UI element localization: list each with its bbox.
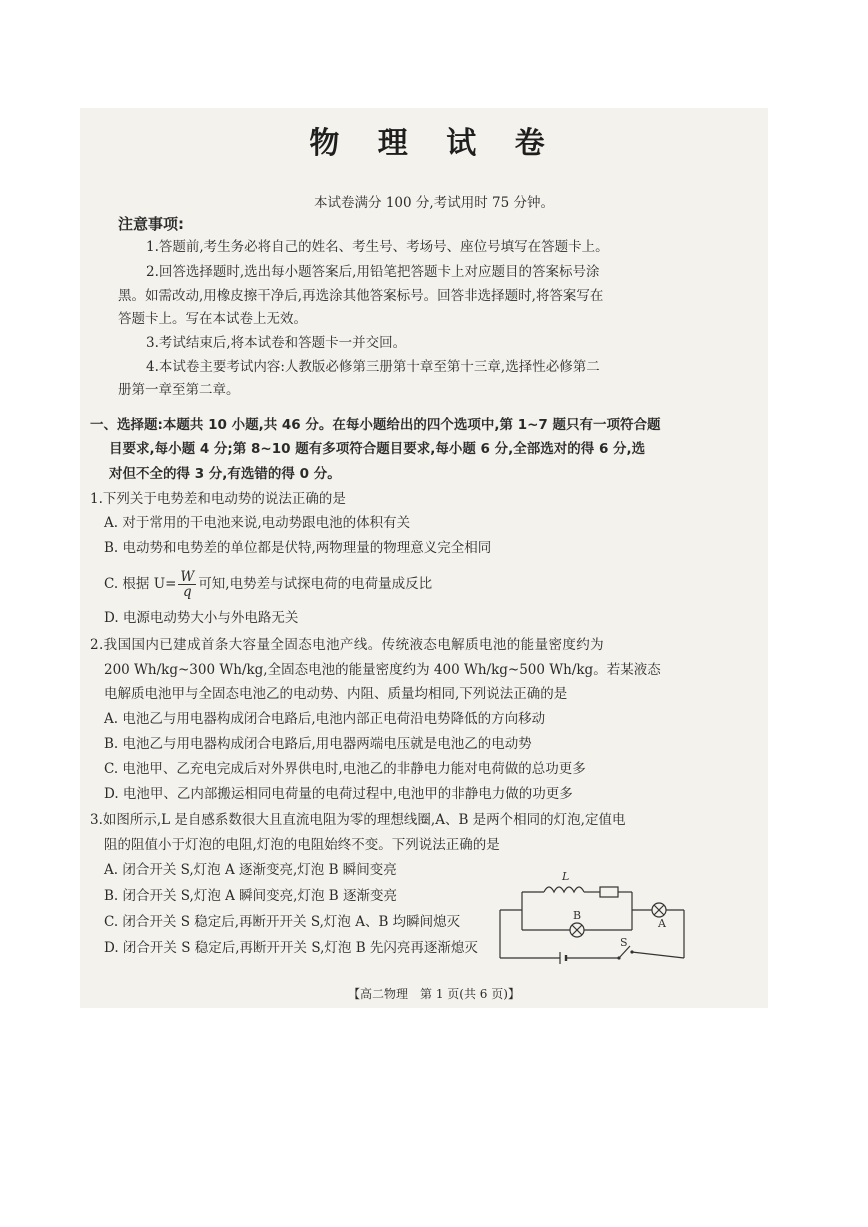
question-3-stem: 3.如图所示,L 是自感系数很大且直流电阻为零的理想线圈,A、B 是两个相同的灯泡,定值电 [90,812,626,828]
question-3-option-b: B. 闭合开关 S,灯泡 A 瞬间变亮,灯泡 B 逐渐变亮 [104,888,397,904]
section-heading: 目要求,每小题 4 分;第 8~10 题有多项符合题目要求,每小题 6 分,全部选对的得 6 分,选 [109,441,646,457]
question-1-option-c [104,570,432,599]
section-heading: 对但不全的得 3 分,有选错的得 0 分。 [109,466,341,482]
lamp-a-icon [652,903,666,917]
question-1-stem: 1.下列关于电势差和电动势的说法正确的是 [90,491,346,507]
inductor-coil [544,887,584,892]
notice-line: 4.本试卷主要考试内容:人教版必修第三册第十章至第十三章,选择性必修第二 [146,359,600,375]
notice-line: 3.考试结束后,将本试卷和答题卡一并交回。 [146,335,407,351]
page-footer: 【高二物理 第 1 页(共 6 页)】 [348,987,520,1001]
option-c-prefix: C. 根据 U= [104,576,177,592]
question-2-option-c: C. 电池甲、乙充电完成后对外界供电时,电池乙的非静电力能对电荷做的总功更多 [104,761,586,777]
question-3-option-a: A. 闭合开关 S,灯泡 A 逐渐变亮,灯泡 B 瞬间变亮 [104,862,397,878]
exam-subtitle: 本试卷满分 100 分,考试用时 75 分钟。 [314,195,554,211]
resistor [600,887,618,897]
battery-icon [560,952,566,964]
label-b: B [573,909,582,922]
question-3-stem: 阻的阻值小于灯泡的电阻,灯泡的电阻始终不变。下列说法正确的是 [104,837,500,853]
fraction-denominator: q [183,584,192,600]
page-title: 物 理 试 卷 [309,126,559,161]
question-2-option-a: A. 电池乙与用电器构成闭合电路后,电池内部正电荷沿电势降低的方向移动 [104,711,546,727]
label-a: A [658,917,666,930]
question-2-option-d: D. 电池甲、乙内部搬运相同电荷量的电荷过程中,电池甲的非静电力做的功更多 [104,786,573,802]
question-3-option-c: C. 闭合开关 S 稳定后,再断开开关 S,灯泡 A、B 均瞬间熄灭 [104,914,461,930]
option-c-suffix: 可知,电势差与试探电荷的电荷量成反比 [198,576,433,592]
question-2-option-b: B. 电池乙与用电器构成闭合电路后,用电器两端电压就是电池乙的电动势 [104,736,532,752]
question-2-stem: 200 Wh/kg~300 Wh/kg,全固态电池的能量密度约为 400 Wh/kg~500 Wh/kg。若某液态 [104,662,661,678]
question-1-option-d: D. 电源电动势大小与外电路无关 [104,610,299,626]
label-l: L [562,870,570,883]
lamp-b-icon [570,923,584,937]
circuit-diagram [492,866,692,966]
label-s: S [620,936,628,949]
question-1-option-b: B. 电动势和电势差的单位都是伏特,两物理量的物理意义完全相同 [104,540,492,556]
notice-line: 黑。如需改动,用橡皮擦干净后,再选涂其他答案标号。回答非选择题时,将答案写在 [118,288,604,304]
notice-line: 册第一章至第二章。 [118,382,240,398]
question-2-stem: 电解质电池甲与全固态电池乙的电动势、内阻、质量均相同,下列说法正确的是 [104,686,568,702]
question-1-option-a: A. 对于常用的干电池来说,电动势跟电池的体积有关 [104,515,411,531]
notice-line: 1.答题前,考生务必将自己的姓名、考生号、考场号、座位号填写在答题卡上。 [146,239,609,255]
question-2-stem: 2.我国国内已建成首条大容量全固态电池产线。传统液态电解质电池的能量密度约为 [90,637,605,653]
notice-heading: 注意事项: [118,215,184,233]
formula-fraction [178,570,196,599]
section-heading: 一、选择题:本题共 10 小题,共 46 分。在每小题给出的四个选项中,第 1~7 题只有一项符合题 [90,417,661,433]
fraction-numerator: W [180,569,195,585]
notice-line: 答题卡上。写在本试卷上无效。 [118,311,307,327]
notice-line: 2.回答选择题时,选出每小题答案后,用铅笔把答题卡上对应题目的答案标号涂 [146,264,600,280]
question-3-option-d: D. 闭合开关 S 稳定后,再断开开关 S,灯泡 B 先闪亮再逐渐熄灭 [104,940,478,956]
